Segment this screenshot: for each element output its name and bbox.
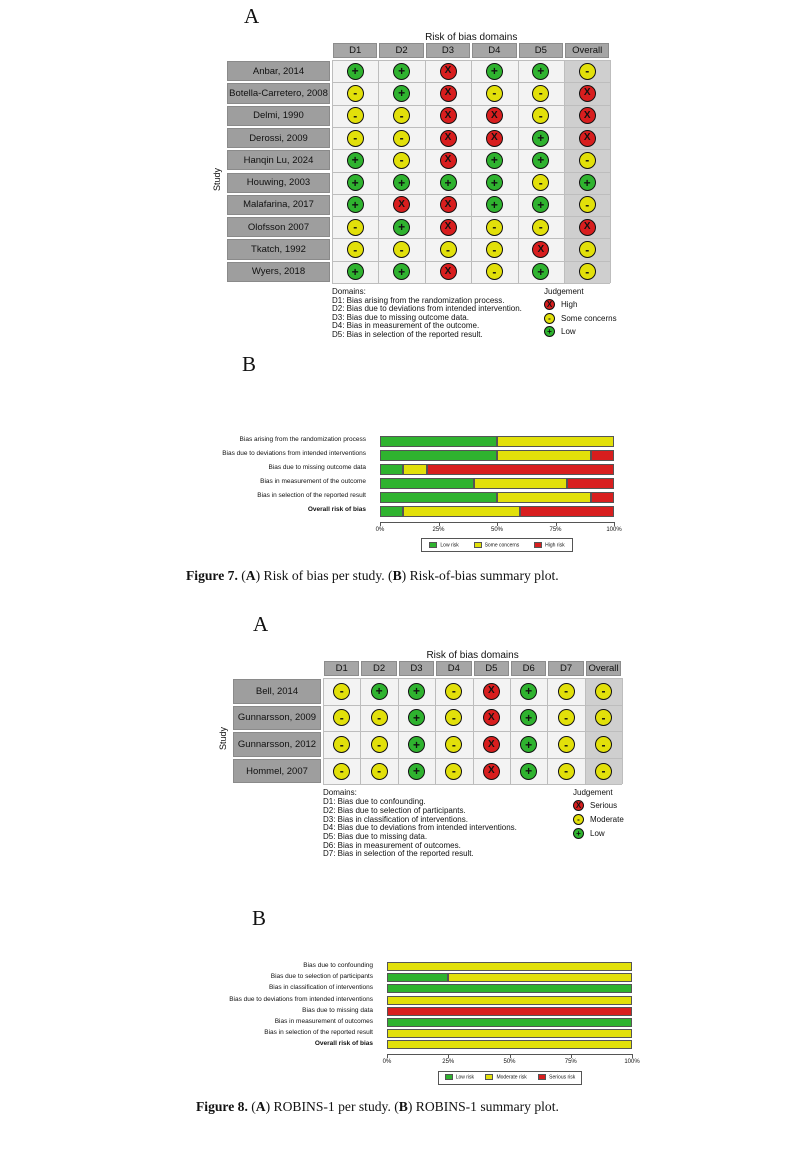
judgement-dot-some: - <box>371 709 388 726</box>
judgement-legend-label: Serious <box>590 801 618 811</box>
summary-legend-label: Low risk <box>440 542 459 549</box>
grid-vline <box>518 60 519 283</box>
caption-part: ) Risk of bias per study. ( <box>255 568 393 583</box>
judgement-dot-low: + <box>440 174 457 191</box>
summary-bar-low <box>380 464 403 475</box>
summary-legend-label: Serious risk <box>549 1074 576 1081</box>
domain-header-d5: D5 <box>519 43 563 58</box>
summary-x-tick-label: 75% <box>564 1058 577 1065</box>
summary-row-label: Bias in selection of the reported result <box>264 1029 373 1037</box>
judgement-dot-some: - <box>558 736 575 753</box>
judgement-dot-some: - <box>595 763 612 780</box>
judgement-dot-low: + <box>393 85 410 102</box>
judgement-dot-some: - <box>579 63 596 80</box>
summary-bar-high <box>520 506 614 517</box>
judgement-dot-low: + <box>532 63 549 80</box>
domain-legend-line: D1: Bias due to confounding. <box>323 797 426 807</box>
summary-bar-low <box>380 492 497 503</box>
judgement-dot-some: - <box>532 219 549 236</box>
judgement-dot-some: - <box>579 263 596 280</box>
judgement-dot-high: X <box>483 709 500 726</box>
domain-legend-line: D6: Bias in measurement of outcomes. <box>323 840 461 850</box>
caption-part: ) ROBINS-1 per study. ( <box>265 1099 399 1114</box>
summary-bar-high <box>591 492 614 503</box>
domain-legend-line: D2: Bias due to deviations from intended intervention. <box>332 304 522 314</box>
caption-part: B <box>398 1099 408 1114</box>
summary-row-label: Bias due to selection of participants <box>270 973 373 981</box>
judgement-dot-low: + <box>532 196 549 213</box>
judgement-dot-some: - <box>333 683 350 700</box>
study-label: Gunnarsson, 2009 <box>233 706 321 731</box>
judgement-dot-low: + <box>532 152 549 169</box>
judgement-dot-high: X <box>486 107 503 124</box>
judgement-dot-low: + <box>486 174 503 191</box>
judgement-dot-some: - <box>393 241 410 258</box>
grid-vline <box>547 678 548 784</box>
judgement-dot-low: + <box>532 130 549 147</box>
summary-x-tick <box>439 522 440 526</box>
summary-legend-label: High risk <box>545 542 565 549</box>
grid-vline <box>564 60 565 283</box>
summary-bar-some <box>387 1040 632 1049</box>
summary-legend-swatch <box>474 542 482 548</box>
study-label: Wyers, 2018 <box>227 262 330 282</box>
judgement-dot-low: + <box>486 63 503 80</box>
grid-vline <box>473 678 474 784</box>
judgement-legend-high <box>573 800 617 811</box>
study-axis-label: Study <box>212 167 222 191</box>
judgement-dot-some: - <box>333 763 350 780</box>
judgement-dot-high: X <box>440 130 457 147</box>
summary-legend-swatch <box>534 542 542 548</box>
domain-legend-line: D3: Bias in classification of interventions. <box>323 814 468 824</box>
judgement-dot-some: - <box>486 241 503 258</box>
grid-vline <box>435 678 436 784</box>
domain-legend-line: D7: Bias in selection of the reported result. <box>323 849 474 859</box>
summary-x-tick-label: 0% <box>382 1058 392 1065</box>
study-label: Olofsson 2007 <box>227 217 330 237</box>
grid-vline <box>323 678 324 784</box>
judgement-dot-some: - <box>558 709 575 726</box>
domains-title: Risk of bias domains <box>425 32 518 43</box>
summary-row-label: Bias in measurement of outcomes <box>274 1018 373 1025</box>
grid-vline <box>622 678 623 784</box>
judgement-dot-high: X <box>440 263 457 280</box>
summary-legend-label: Some concerns <box>484 542 520 549</box>
summary-row-label: Bias due to deviations from intended interventions <box>222 450 366 457</box>
study-label: Tkatch, 1992 <box>227 239 330 259</box>
study-label: Derossi, 2009 <box>227 128 330 148</box>
domain-legend-line: D5: Bias due to missing data. <box>323 831 428 841</box>
summary-bar-low <box>380 436 497 447</box>
study-label: Gunnarsson, 2012 <box>233 732 321 757</box>
summary-bar-high <box>567 478 614 489</box>
judgement-legend-label: Some concerns <box>561 313 617 323</box>
summary-bar-some <box>497 492 591 503</box>
study-label: Hommel, 2007 <box>233 759 321 784</box>
judgement-dot-low: + <box>393 63 410 80</box>
summary-bar-low <box>380 506 403 517</box>
domain-legend-line: D4: Bias in measurement of the outcome. <box>332 321 480 331</box>
judgement-dot-low: + <box>347 63 364 80</box>
grid-vline <box>425 60 426 283</box>
judgement-dot-low: + <box>486 152 503 169</box>
judgement-dot-low: + <box>520 763 537 780</box>
judgement-dot-low: + <box>408 709 425 726</box>
summary-bar-high <box>591 450 614 461</box>
summary-bar-low <box>380 450 497 461</box>
judgement-dot-some: - <box>595 683 612 700</box>
domain-header-overall: Overall <box>586 661 621 676</box>
summary-legend-item-high <box>534 542 564 548</box>
judgement-dot-some: - <box>532 107 549 124</box>
study-axis-label: Study <box>218 727 228 751</box>
judgement-dot-low: + <box>393 219 410 236</box>
judgement-dot-some: - <box>347 241 364 258</box>
summary-bar-some <box>474 478 568 489</box>
judgement-dot-high: X <box>483 683 500 700</box>
judgement-dot-low: + <box>347 263 364 280</box>
judgement-dot-some: - <box>558 683 575 700</box>
summary-x-tick-label: 50% <box>490 527 504 533</box>
judgement-dot-some: - <box>393 107 410 124</box>
study-label: Anbar, 2014 <box>227 61 330 81</box>
summary-legend-item-some <box>485 1074 526 1080</box>
judgement-dot-high: X <box>579 130 596 147</box>
judgement-dot-high: X <box>532 241 549 258</box>
summary-bar-some <box>403 464 426 475</box>
judgement-dot-some: - <box>333 736 350 753</box>
judgement-dot-low: + <box>520 736 537 753</box>
judgement-dot-some: - <box>347 219 364 236</box>
caption-part: ( <box>237 568 246 583</box>
grid-vline <box>398 678 399 784</box>
judgement-dot-low: + <box>532 263 549 280</box>
judgement-legend-some <box>573 814 624 825</box>
grid-vline <box>510 678 511 784</box>
judgement-dot-low: + <box>520 683 537 700</box>
summary-bar-some <box>403 506 520 517</box>
grid-vline <box>585 678 586 784</box>
caption-figure-number: Figure 7. <box>186 568 238 583</box>
domain-header-d3: D3 <box>399 661 434 676</box>
judgement-dot-low: + <box>408 736 425 753</box>
domains-title: Risk of bias domains <box>426 650 519 661</box>
judgement-dot-some: - <box>579 196 596 213</box>
summary-x-tick-label: 25% <box>432 527 445 533</box>
judgement-dot-low: + <box>408 683 425 700</box>
summary-legend-item-high <box>538 1074 575 1080</box>
summary-x-tick <box>497 522 498 526</box>
judgement-legend-label: High <box>561 300 578 309</box>
judgement-dot-high: X <box>440 196 457 213</box>
judgement-legend-low <box>573 828 605 839</box>
summary-legend-item-low <box>445 1074 474 1080</box>
judgement-legend-dot: X <box>544 299 555 310</box>
judgement-dot-some: - <box>393 130 410 147</box>
grid-vline <box>378 60 379 283</box>
panel-b-letter: B <box>252 906 267 930</box>
summary-bar-some <box>497 450 591 461</box>
judgement-dot-some: - <box>347 85 364 102</box>
judgement-legend-dot: X <box>573 800 584 811</box>
judgement-dot-some: - <box>532 174 549 191</box>
study-label: Houwing, 2003 <box>227 173 330 193</box>
judgement-dot-some: - <box>445 736 462 753</box>
judgement-dot-some: - <box>347 107 364 124</box>
summary-legend-swatch <box>485 1074 493 1080</box>
judgement-dot-low: + <box>347 174 364 191</box>
domain-header-d2: D2 <box>379 43 423 58</box>
judgement-dot-some: - <box>445 683 462 700</box>
figure-caption <box>196 1099 559 1115</box>
judgement-dot-low: + <box>393 174 410 191</box>
judgement-dot-high: X <box>440 85 457 102</box>
summary-legend-swatch <box>429 542 437 548</box>
domain-header-d7: D7 <box>548 661 583 676</box>
judgement-dot-some: - <box>532 85 549 102</box>
domain-header-d4: D4 <box>436 661 471 676</box>
study-label: Delmi, 1990 <box>227 106 330 126</box>
summary-row-label: Bias due to deviations from intended interventions <box>229 995 373 1003</box>
judgement-legend-dot: + <box>573 828 584 839</box>
grid-vline <box>332 60 333 283</box>
summary-x-tick-label: 100% <box>624 1058 640 1065</box>
grid-vline <box>360 678 361 784</box>
judgement-title: Judgement <box>544 287 584 296</box>
judgement-dot-some: - <box>445 763 462 780</box>
judgement-dot-low: + <box>347 196 364 213</box>
judgement-dot-low: + <box>393 263 410 280</box>
judgement-dot-high: X <box>579 107 596 124</box>
judgement-dot-some: - <box>579 241 596 258</box>
caption-part: ) Risk-of-bias summary plot. <box>401 568 559 583</box>
judgement-dot-some: - <box>595 736 612 753</box>
judgement-legend-label: Low <box>590 829 605 839</box>
summary-bar-high <box>427 464 614 475</box>
summary-x-tick-label: 0% <box>375 527 385 533</box>
judgement-dot-some: - <box>486 263 503 280</box>
judgement-dot-low: + <box>408 763 425 780</box>
summary-row-label: Bias in selection of the reported result <box>257 492 366 499</box>
domain-header-d3: D3 <box>426 43 470 58</box>
summary-bar-low <box>387 984 632 993</box>
caption-part: A <box>255 1099 266 1114</box>
summary-x-tick <box>614 522 615 526</box>
judgement-legend-dot: - <box>573 814 584 825</box>
judgement-legend-dot: - <box>544 313 555 324</box>
judgement-dot-some: - <box>371 763 388 780</box>
summary-legend-label: Moderate risk <box>496 1074 527 1081</box>
summary-bar-some <box>387 962 632 971</box>
summary-x-tick <box>510 1054 511 1058</box>
summary-row-label: Overall risk of bias <box>314 1040 373 1048</box>
summary-legend-swatch <box>538 1074 546 1080</box>
domain-legend-line: D3: Bias due to missing outcome data. <box>332 312 469 322</box>
figure-caption <box>186 568 559 584</box>
panel-a-letter: A <box>253 612 269 636</box>
judgement-dot-high: X <box>440 219 457 236</box>
domain-header-d6: D6 <box>511 661 546 676</box>
summary-bar-low <box>387 1018 632 1027</box>
summary-legend-item-low <box>429 542 458 548</box>
study-label: Botella-Carretero, 2008 <box>227 83 330 103</box>
summary-bar-some <box>387 996 632 1005</box>
judgement-dot-high: X <box>440 107 457 124</box>
summary-bar-some <box>387 1029 632 1038</box>
judgement-dot-high: X <box>486 130 503 147</box>
domain-header-d1: D1 <box>333 43 377 58</box>
domain-header-d2: D2 <box>361 661 396 676</box>
judgement-dot-some: - <box>486 219 503 236</box>
summary-legend-label: Low risk <box>455 1074 475 1081</box>
summary-row-label: Bias arising from the randomization process <box>239 436 366 443</box>
study-label: Malafarina, 2017 <box>227 195 330 215</box>
grid-vline <box>610 60 611 283</box>
judgement-dot-high: X <box>393 196 410 213</box>
grid-hline <box>332 283 610 284</box>
domain-legend-line: Domains: <box>323 788 357 798</box>
study-label: Hanqin Lu, 2024 <box>227 150 330 170</box>
summary-legend-swatch <box>445 1074 453 1080</box>
summary-x-tick-label: 75% <box>549 527 562 533</box>
judgement-dot-some: - <box>579 152 596 169</box>
judgement-dot-some: - <box>445 709 462 726</box>
judgement-dot-some: - <box>333 709 350 726</box>
judgement-dot-some: - <box>371 736 388 753</box>
judgement-dot-low: + <box>579 174 596 191</box>
domain-header-d4: D4 <box>472 43 516 58</box>
summary-row-label: Overall risk of bias <box>307 506 366 513</box>
judgement-dot-high: X <box>440 63 457 80</box>
summary-bar-low <box>380 478 474 489</box>
panel-a-letter: A <box>244 4 260 28</box>
summary-x-tick-label: 50% <box>503 1058 516 1065</box>
judgement-dot-high: X <box>483 736 500 753</box>
judgement-legend-dot: + <box>544 326 555 337</box>
caption-part: ( <box>247 1099 256 1114</box>
summary-row-label: Bias due to confounding <box>303 962 373 969</box>
summary-x-tick-label: 25% <box>442 1058 455 1065</box>
summary-x-tick <box>380 522 381 526</box>
domain-legend-line: D5: Bias in selection of the reported result. <box>332 330 483 339</box>
summary-bar-high <box>387 1007 632 1016</box>
summary-legend <box>421 538 573 552</box>
judgement-dot-high: X <box>440 152 457 169</box>
caption-part: A <box>245 568 256 583</box>
domain-legend-line: Domains: <box>332 287 366 296</box>
judgement-legend-label: Moderate <box>590 815 624 825</box>
domain-header-d5: D5 <box>474 661 509 676</box>
judgement-dot-some: - <box>393 152 410 169</box>
judgement-dot-high: X <box>579 85 596 102</box>
summary-row-label: Bias due to missing data <box>302 1006 373 1014</box>
judgement-dot-high: X <box>483 763 500 780</box>
summary-x-tick-label: 100% <box>606 527 622 533</box>
judgement-dot-some: - <box>558 763 575 780</box>
domain-legend-line: D4: Bias due to deviations from intended interventions. <box>323 823 517 833</box>
summary-bar-low <box>387 973 448 982</box>
summary-row-label: Bias in measurement of the outcome <box>260 478 366 485</box>
summary-bar-some <box>448 973 632 982</box>
judgement-legend-label: Low <box>561 327 576 336</box>
summary-legend-item-some <box>474 542 520 548</box>
domain-header-d1: D1 <box>324 661 359 676</box>
judgement-legend-some <box>544 313 617 324</box>
judgement-title: Judgement <box>573 788 613 798</box>
judgement-dot-low: + <box>520 709 537 726</box>
domain-legend-line: D1: Bias arising from the randomization process. <box>332 295 505 305</box>
summary-x-tick <box>632 1054 633 1058</box>
summary-row-label: Bias in classification of interventions <box>268 984 373 992</box>
grid-hline <box>323 784 622 785</box>
caption-figure-number: Figure 8. <box>196 1099 248 1114</box>
study-label: Bell, 2014 <box>233 679 321 704</box>
domain-header-overall: Overall <box>565 43 609 58</box>
grid-vline <box>471 60 472 283</box>
caption-part: ) ROBINS-1 summary plot. <box>407 1099 559 1114</box>
summary-legend <box>438 1071 582 1085</box>
judgement-legend-high <box>544 299 577 310</box>
caption-part: B <box>392 568 402 583</box>
summary-x-tick <box>387 1054 388 1058</box>
judgement-dot-some: - <box>440 241 457 258</box>
judgement-dot-some: - <box>486 85 503 102</box>
judgement-dot-low: + <box>486 196 503 213</box>
judgement-dot-some: - <box>595 709 612 726</box>
summary-row-label: Bias due to missing outcome data <box>268 464 366 471</box>
summary-bar-some <box>497 436 614 447</box>
summary-x-tick <box>556 522 557 526</box>
summary-x-tick <box>448 1054 449 1058</box>
judgement-dot-low: + <box>371 683 388 700</box>
judgement-dot-low: + <box>347 152 364 169</box>
summary-x-tick <box>571 1054 572 1058</box>
domain-legend-line: D2: Bias due to selection of participants. <box>323 805 466 815</box>
judgement-dot-high: X <box>579 219 596 236</box>
judgement-dot-some: - <box>347 130 364 147</box>
panel-b-letter: B <box>242 352 257 376</box>
judgement-legend-low <box>544 326 576 337</box>
